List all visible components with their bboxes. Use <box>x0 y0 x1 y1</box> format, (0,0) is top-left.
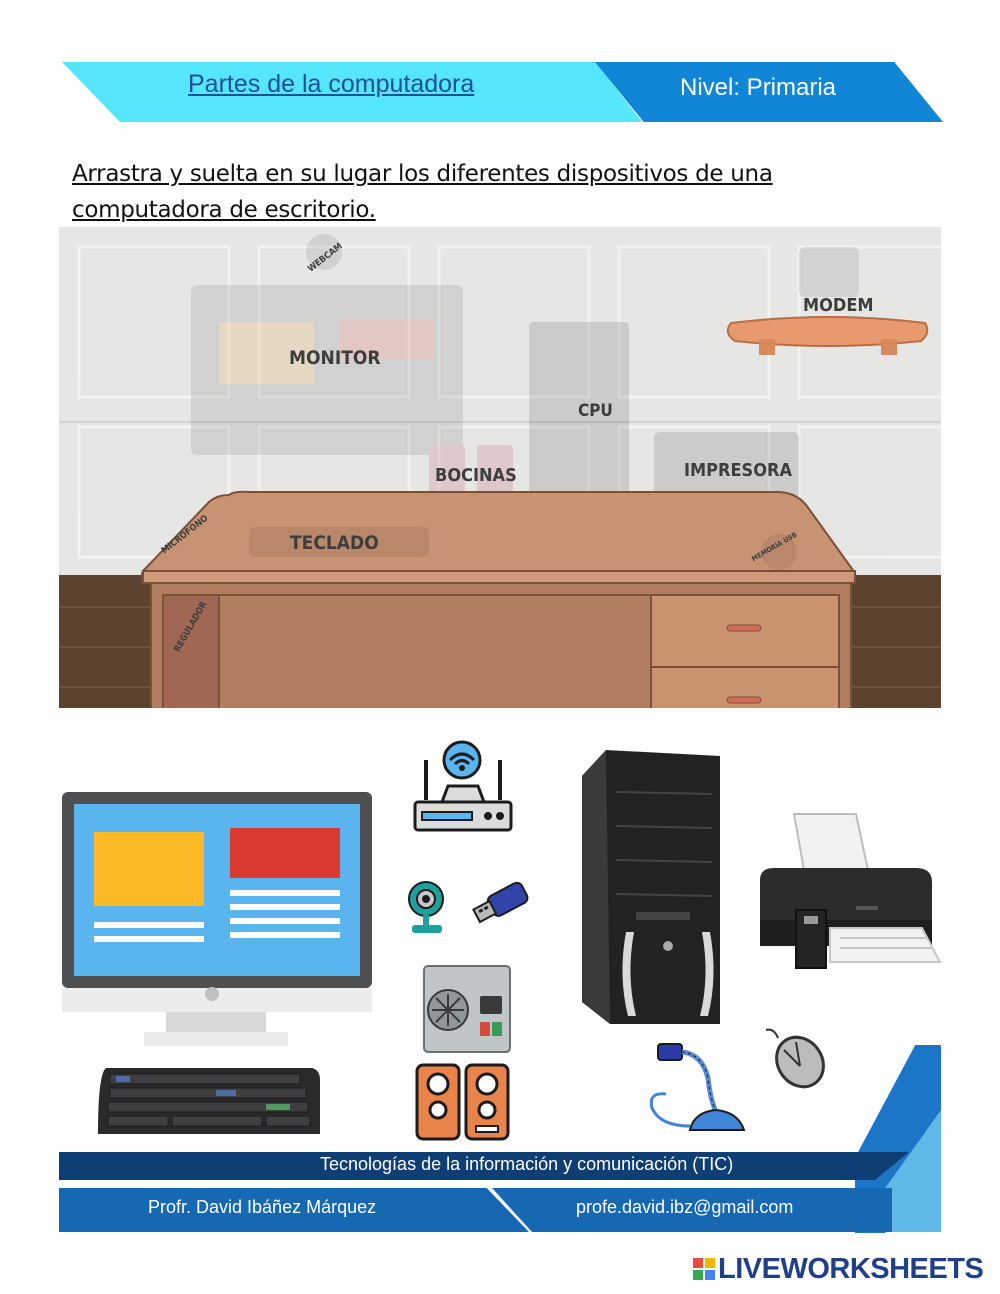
drop-zone-microfono[interactable]: MICROFONO <box>159 513 211 557</box>
drop-zone-regulador[interactable]: REGULADOR <box>172 600 210 654</box>
drop-zone-monitor[interactable]: MONITOR <box>289 347 381 369</box>
drop-zone-cpu[interactable]: CPU <box>578 401 613 421</box>
brand-wordmark[interactable]: LIVEWORKSHEETS <box>718 1253 984 1285</box>
desk-scene <box>59 227 941 708</box>
level-label: Nivel: Primaria <box>680 74 837 101</box>
keyboard-icon[interactable] <box>96 1064 322 1140</box>
webcam-icon[interactable] <box>406 879 448 937</box>
drop-zone-impresora[interactable]: IMPRESORA <box>684 460 792 481</box>
liveworksheets-logo-icon <box>693 1258 715 1280</box>
usb-memory-icon[interactable] <box>470 880 532 928</box>
microphone-icon[interactable] <box>646 1038 748 1132</box>
footer-teacher: Profr. David Ibáñez Márquez <box>148 1197 377 1217</box>
instructions: Arrastra y suelta en su lugar los diferentes dispositivos de una computadora de escritorio. <box>72 161 773 223</box>
printer-icon[interactable] <box>756 810 942 976</box>
speakers-icon[interactable] <box>414 1062 512 1142</box>
drop-zone-bocinas[interactable]: BOCINAS <box>435 465 517 486</box>
drop-zone-teclado[interactable]: TECLADO <box>290 532 379 554</box>
mouse-icon[interactable] <box>764 1026 830 1090</box>
drop-zone-webcam[interactable]: WEBCAM <box>306 241 345 275</box>
footer-email: profe.david.ibz@gmail.com <box>576 1197 794 1217</box>
monitor-icon[interactable] <box>60 790 374 1050</box>
page-title: Partes de la computadora <box>188 70 475 98</box>
drop-zone-memoria-usb[interactable]: MEMORIA USB <box>750 530 799 564</box>
cpu-tower-icon[interactable] <box>580 746 726 1028</box>
drop-zone-modem[interactable]: MODEM <box>803 295 874 316</box>
power-supply-icon[interactable] <box>422 964 512 1054</box>
footer-subject: Tecnologías de la información y comunicación (TIC) <box>320 1154 734 1174</box>
modem-icon[interactable] <box>412 740 514 834</box>
